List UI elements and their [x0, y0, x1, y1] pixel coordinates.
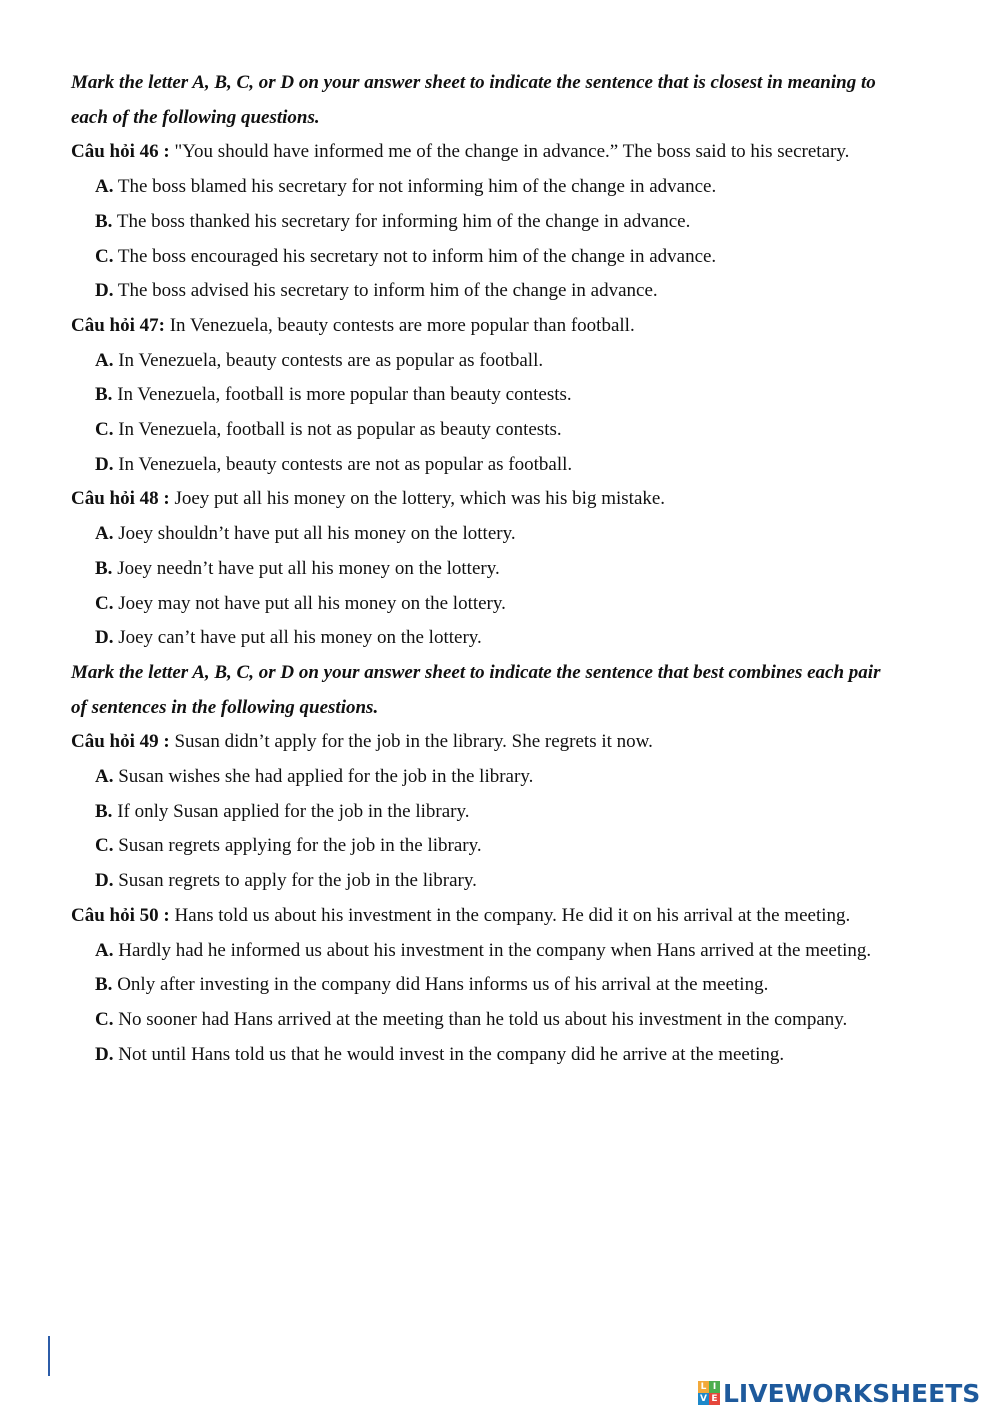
option-text: Joey can’t have put all his money on the lottery.: [113, 627, 482, 649]
logo-tile-l: L: [698, 1381, 709, 1393]
option-text: In Venezuela, football is not as popular as beauty contests.: [113, 419, 562, 441]
option-letter: D.: [95, 627, 114, 649]
question-stem: [71, 309, 951, 344]
logo-text: LIVEWORKSHEETS: [723, 1378, 981, 1408]
option-text: The boss encouraged his secretary not to inform him of the change in advance.: [113, 245, 717, 267]
option-letter: D.: [95, 453, 114, 475]
option-text: Susan regrets applying for the job in the library.: [113, 835, 482, 857]
option-d[interactable]: [71, 621, 951, 656]
option-c[interactable]: [71, 413, 951, 448]
option-text: Joey needn’t have put all his money on the lottery.: [112, 557, 500, 579]
question-text: Joey put all his money on the lottery, which was his big mistake.: [169, 488, 666, 510]
option-text: Not until Hans told us that he would invest in the company did he arrive at the meeting.: [113, 1043, 785, 1065]
option-letter: A.: [95, 523, 114, 545]
option-a[interactable]: [71, 760, 951, 795]
option-letter: B.: [95, 384, 113, 406]
option-c[interactable]: [71, 1003, 951, 1038]
option-letter: D.: [95, 1043, 114, 1065]
instruction-line: Mark the letter A, B, C, or D on your answer sheet to indicate the sentence that best combines each pair: [71, 661, 881, 683]
logo-tile-v: V: [698, 1393, 709, 1405]
section-instruction-1: [71, 66, 951, 135]
option-letter: C.: [95, 245, 114, 267]
option-b[interactable]: [71, 205, 951, 240]
question-text: In Venezuela, beauty contests are more popular than football.: [164, 314, 635, 336]
option-b[interactable]: [71, 795, 951, 830]
option-text: Only after investing in the company did Hans informs us of his arrival at the meeting.: [112, 974, 769, 996]
question-stem: [71, 725, 951, 760]
option-text: In Venezuela, beauty contests are not as popular as football.: [113, 453, 573, 475]
question-text: Hans told us about his investment in the company. He did it on his arrival at the meeting.: [169, 904, 851, 926]
option-letter: C.: [95, 835, 114, 857]
question-stem: [71, 899, 951, 934]
option-letter: D.: [95, 280, 114, 302]
option-a[interactable]: [71, 344, 951, 379]
instruction-line: each of the following questions.: [71, 106, 320, 128]
option-d[interactable]: [71, 1038, 951, 1073]
option-d[interactable]: [71, 274, 951, 309]
option-letter: D.: [95, 870, 114, 892]
option-a[interactable]: [71, 517, 951, 552]
option-d[interactable]: [71, 448, 951, 483]
question-text: Susan didn’t apply for the job in the library. She regrets it now.: [169, 731, 653, 753]
question-47: [71, 309, 951, 483]
option-text: Susan regrets to apply for the job in the library.: [113, 870, 477, 892]
option-letter: C.: [95, 419, 114, 441]
option-text: No sooner had Hans arrived at the meeting than he told us about his investment in the company.: [113, 1008, 848, 1030]
instruction-line: of sentences in the following questions.: [71, 696, 379, 718]
option-text: In Venezuela, beauty contests are as popular as football.: [113, 349, 544, 371]
option-b[interactable]: [71, 968, 951, 1003]
option-text: The boss advised his secretary to inform him of the change in advance.: [113, 280, 658, 302]
option-c[interactable]: [71, 587, 951, 622]
question-label: Câu hỏi 49 :: [71, 731, 170, 753]
worksheet-page: [71, 66, 951, 1072]
logo-tile-e: E: [709, 1393, 720, 1405]
instruction-line: Mark the letter A, B, C, or D on your answer sheet to indicate the sentence that is closest in meaning to: [71, 72, 876, 93]
liveworksheets-logo-icon: [698, 1381, 720, 1405]
option-text: Hardly had he informed us about his investment in the company when Hans arrived at the meeting.: [113, 939, 872, 961]
question-stem: [71, 482, 951, 517]
option-d[interactable]: [71, 864, 951, 899]
question-text: "You should have informed me of the change in advance.” The boss said to his secretary.: [169, 141, 850, 163]
option-letter: B.: [95, 210, 113, 232]
question-50: [71, 899, 951, 1073]
option-letter: C.: [95, 592, 114, 614]
option-letter: A.: [95, 766, 114, 788]
option-text: Joey may not have put all his money on the lottery.: [113, 592, 506, 614]
question-46: [71, 135, 951, 309]
option-letter: B.: [95, 557, 113, 579]
option-c[interactable]: [71, 829, 951, 864]
option-letter: B.: [95, 800, 113, 822]
option-text: The boss blamed his secretary for not informing him of the change in advance.: [113, 176, 717, 198]
question-stem: [71, 135, 951, 170]
option-text: The boss thanked his secretary for informing him of the change in advance.: [112, 210, 691, 232]
option-letter: C.: [95, 1008, 114, 1030]
option-b[interactable]: [71, 552, 951, 587]
option-letter: B.: [95, 974, 113, 996]
option-c[interactable]: [71, 240, 951, 275]
question-48: [71, 482, 951, 656]
question-49: [71, 725, 951, 899]
option-text: If only Susan applied for the job in the library.: [112, 800, 470, 822]
question-label: Câu hỏi 46 :: [71, 141, 170, 163]
section-instruction-2: [71, 656, 951, 725]
option-a[interactable]: [71, 934, 951, 969]
option-letter: A.: [95, 176, 114, 198]
text-cursor-marker: [48, 1336, 50, 1376]
liveworksheets-logo[interactable]: [698, 1378, 980, 1408]
question-label: Câu hỏi 48 :: [71, 488, 170, 510]
logo-tile-i: I: [709, 1381, 720, 1393]
option-a[interactable]: [71, 170, 951, 205]
question-label: Câu hỏi 50 :: [71, 904, 170, 926]
option-text: In Venezuela, football is more popular than beauty contests.: [112, 384, 572, 406]
option-b[interactable]: [71, 378, 951, 413]
question-label: Câu hỏi 47:: [71, 314, 165, 336]
option-text: Susan wishes she had applied for the job in the library.: [113, 766, 534, 788]
option-letter: A.: [95, 349, 114, 371]
option-letter: A.: [95, 939, 114, 961]
option-text: Joey shouldn’t have put all his money on the lottery.: [113, 523, 516, 545]
